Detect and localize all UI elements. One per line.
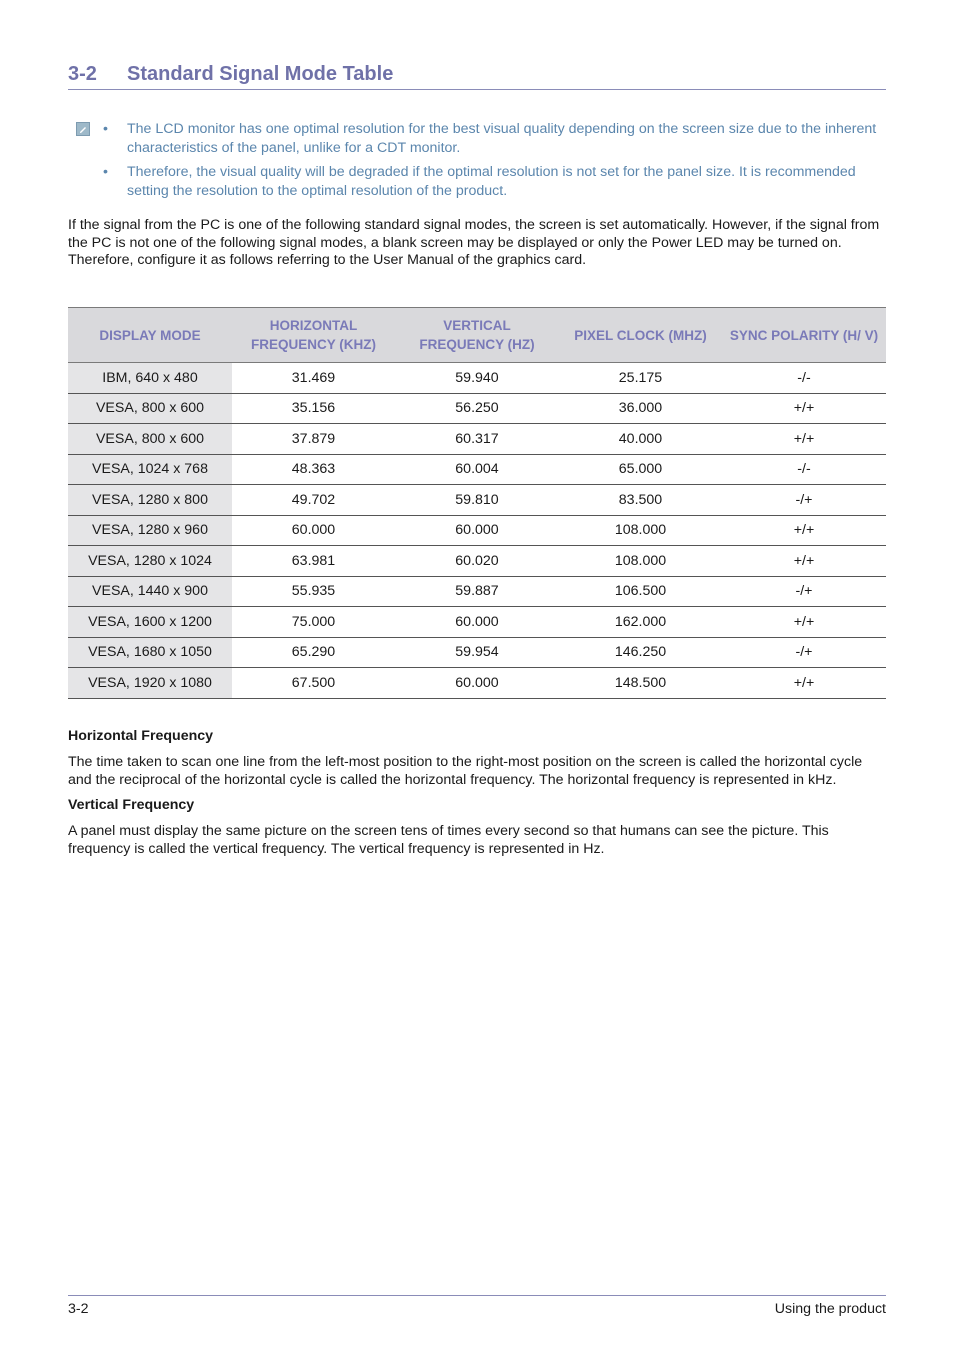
cell-horizontal-frequency: 75.000 <box>232 607 395 638</box>
horizontal-frequency-text: The time taken to scan one line from the left-most position to the right-most position on the screen is called the horizontal cycle and the reciprocal of the horizontal cycle is called the horizontal frequency. The horizontal frequency is represented in kHz. <box>68 754 863 788</box>
cell-pixel-clock: 148.500 <box>559 668 722 699</box>
cell-pixel-clock: 106.500 <box>559 576 722 607</box>
header-horizontal-frequency: HORIZONTAL FREQUENCY (KHZ) <box>232 308 395 363</box>
cell-display-mode: VESA, 1440 x 900 <box>68 576 232 607</box>
table-row <box>68 546 886 577</box>
cell-vertical-frequency: 60.000 <box>395 515 559 546</box>
cell-display-mode: VESA, 800 x 600 <box>68 393 232 424</box>
cell-pixel-clock: 146.250 <box>559 637 722 668</box>
header-vertical-frequency: VERTICAL FREQUENCY (HZ) <box>395 308 559 363</box>
header-display-mode: DISPLAY MODE <box>68 308 232 363</box>
cell-display-mode: VESA, 1680 x 1050 <box>68 637 232 668</box>
cell-display-mode: VESA, 800 x 600 <box>68 424 232 455</box>
cell-sync-polarity: -/- <box>722 363 886 394</box>
cell-vertical-frequency: 59.887 <box>395 576 559 607</box>
table-row <box>68 424 886 455</box>
horizontal-frequency-heading: Horizontal Frequency <box>68 728 214 744</box>
section-heading <box>68 60 886 90</box>
cell-vertical-frequency: 59.954 <box>395 637 559 668</box>
cell-sync-polarity: +/+ <box>722 607 886 638</box>
cell-vertical-frequency: 59.940 <box>395 363 559 394</box>
cell-sync-polarity: -/+ <box>722 485 886 516</box>
table-header-row <box>68 308 886 363</box>
table-row <box>68 576 886 607</box>
cell-horizontal-frequency: 35.156 <box>232 393 395 424</box>
cell-pixel-clock: 108.000 <box>559 546 722 577</box>
table-row <box>68 393 886 424</box>
footer-page-number: 3-2 <box>68 1301 89 1317</box>
cell-display-mode: VESA, 1280 x 800 <box>68 485 232 516</box>
cell-sync-polarity: -/- <box>722 454 886 485</box>
header-sync-polarity: SYNC POLARITY (H/ V) <box>722 308 886 363</box>
cell-vertical-frequency: 60.317 <box>395 424 559 455</box>
bullet: • <box>103 121 108 137</box>
signal-mode-table <box>68 307 886 699</box>
cell-pixel-clock: 25.175 <box>559 363 722 394</box>
cell-vertical-frequency: 60.004 <box>395 454 559 485</box>
cell-horizontal-frequency: 60.000 <box>232 515 395 546</box>
footer-divider <box>68 1295 886 1296</box>
cell-horizontal-frequency: 31.469 <box>232 363 395 394</box>
cell-horizontal-frequency: 49.702 <box>232 485 395 516</box>
cell-display-mode: VESA, 1600 x 1200 <box>68 607 232 638</box>
cell-horizontal-frequency: 67.500 <box>232 668 395 699</box>
cell-display-mode: IBM, 640 x 480 <box>68 363 232 394</box>
cell-sync-polarity: +/+ <box>722 393 886 424</box>
table-row <box>68 607 886 638</box>
note-text: The LCD monitor has one optimal resolution for the best visual quality depending on the screen size due to the inherent characteristics of the panel, unlike for a CDT monitor. <box>127 121 877 156</box>
cell-horizontal-frequency: 48.363 <box>232 454 395 485</box>
table-row <box>68 485 886 516</box>
intro-paragraph: If the signal from the PC is one of the following standard signal modes, the screen is set automatically. However, if the signal from the PC is not one of the following signal modes, a blank screen may be displayed or only the Power LED may be turned on. Therefore, configure it as follows referring to the User Manual of the graphics card. <box>68 217 880 268</box>
table-row <box>68 454 886 485</box>
table-row <box>68 637 886 668</box>
bullet: • <box>103 164 108 180</box>
cell-display-mode: VESA, 1920 x 1080 <box>68 668 232 699</box>
note-icon <box>76 122 90 136</box>
vertical-frequency-heading: Vertical Frequency <box>68 797 195 813</box>
cell-pixel-clock: 40.000 <box>559 424 722 455</box>
cell-sync-polarity: +/+ <box>722 546 886 577</box>
header-pixel-clock: PIXEL CLOCK (MHZ) <box>559 308 722 363</box>
cell-vertical-frequency: 60.000 <box>395 668 559 699</box>
footer-chapter: Using the product <box>774 1301 886 1317</box>
cell-horizontal-frequency: 37.879 <box>232 424 395 455</box>
cell-sync-polarity: -/+ <box>722 637 886 668</box>
cell-pixel-clock: 83.500 <box>559 485 722 516</box>
cell-vertical-frequency: 60.020 <box>395 546 559 577</box>
cell-display-mode: VESA, 1280 x 960 <box>68 515 232 546</box>
cell-pixel-clock: 108.000 <box>559 515 722 546</box>
cell-pixel-clock: 36.000 <box>559 393 722 424</box>
section-title: Standard Signal Mode Table <box>127 63 394 85</box>
cell-sync-polarity: -/+ <box>722 576 886 607</box>
note-text: Therefore, the visual quality will be degraded if the optimal resolution is not set for the panel size. It is recommended setting the resolution to the optimal resolution of the product. <box>127 164 856 199</box>
cell-horizontal-frequency: 63.981 <box>232 546 395 577</box>
table-row <box>68 515 886 546</box>
cell-pixel-clock: 65.000 <box>559 454 722 485</box>
note-item <box>103 163 886 201</box>
cell-sync-polarity: +/+ <box>722 424 886 455</box>
cell-horizontal-frequency: 65.290 <box>232 637 395 668</box>
cell-sync-polarity: +/+ <box>722 668 886 699</box>
cell-vertical-frequency: 60.000 <box>395 607 559 638</box>
table-row <box>68 363 886 394</box>
cell-vertical-frequency: 56.250 <box>395 393 559 424</box>
cell-display-mode: VESA, 1280 x 1024 <box>68 546 232 577</box>
cell-display-mode: VESA, 1024 x 768 <box>68 454 232 485</box>
table-row <box>68 668 886 699</box>
note-item <box>103 120 886 158</box>
cell-sync-polarity: +/+ <box>722 515 886 546</box>
cell-pixel-clock: 162.000 <box>559 607 722 638</box>
section-number: 3-2 <box>68 63 97 85</box>
vertical-frequency-text: A panel must display the same picture on the screen tens of times every second so that humans can see the picture. This frequency is called the vertical frequency. The vertical frequency is represented in Hz. <box>68 823 829 857</box>
cell-vertical-frequency: 59.810 <box>395 485 559 516</box>
cell-horizontal-frequency: 55.935 <box>232 576 395 607</box>
